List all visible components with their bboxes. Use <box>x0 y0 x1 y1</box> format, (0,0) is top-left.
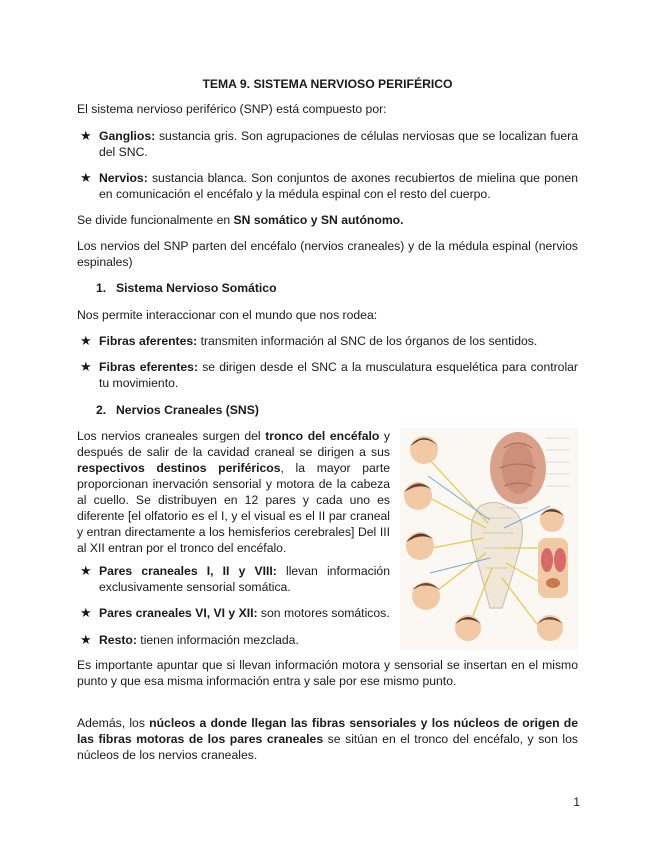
star-bullet-icon: ★ <box>80 170 92 185</box>
cranial-paragraph <box>77 428 390 556</box>
important-paragraph: Es importante apuntar que si llevan información motora y sensorial se insertan en el mismo punto y que esa misma información entra y sale por ese mismo punto. <box>77 658 578 688</box>
star-bullet-icon: ★ <box>80 605 92 620</box>
nuclei-paragraph <box>77 715 578 763</box>
bullet-text: sustancia gris. Son agrupaciones de células nerviosas que se localizan fuera del SNC. <box>99 129 578 159</box>
cranial-bold-1: tronco del encéfalo <box>265 429 380 443</box>
bullet-text: se dirigen desde el SNC a la musculatura esquelética para controlar tu movimiento. <box>99 360 578 390</box>
section-number: 2. <box>96 403 107 417</box>
nuclei-text-1: Además, los <box>77 716 150 730</box>
bullet-text: llevan información exclusivamente sensorial somática. <box>99 564 390 594</box>
bullet-term: Fibras eferentes: <box>99 360 199 374</box>
section1-intro: Nos permite interaccionar con el mundo que nos rodea: <box>77 308 378 322</box>
bullet-ganglios <box>80 128 578 160</box>
bullet-fibras-aferentes <box>80 333 578 349</box>
section-number: 1. <box>96 281 107 295</box>
intro-paragraph: El sistema nervioso periférico (SNP) está compuesto por: <box>77 102 387 116</box>
bullet-text: sustancia blanca. Son conjuntos de axones recubiertos de mielina que ponen en comunicación el encéfalo y la médula espinal con el resto del cuerpo. <box>99 171 578 201</box>
bullet-text: tienen información mezclada. <box>136 633 299 647</box>
cranial-nerves-illustration <box>400 428 578 650</box>
star-bullet-icon: ★ <box>80 359 92 374</box>
bullet-term: Pares craneales I, II y VIII: <box>99 564 277 578</box>
divide-bold: SN somático y SN autónomo. <box>233 213 404 227</box>
star-bullet-icon: ★ <box>80 128 92 143</box>
divide-text: Se divide funcionalmente en <box>77 213 234 227</box>
bullet-resto <box>80 632 390 648</box>
bullet-fibras-eferentes <box>80 359 578 391</box>
cranial-text-3: , la mayor parte proporcionan inervación sensorial y motora de la cabeza al cuello. Se distribuyen en 12 pares y cada uno es diferente [el olfatorio es el I, y el visual es el II par craneal y entran directamente a los hemisferios cerebrales] Del III al XII entran por el tronco del encéfalo. <box>77 461 390 555</box>
star-bullet-icon: ★ <box>80 632 92 647</box>
nuclei-bold: núcleos a donde llegan las fibras sensoriales y los núcleos de origen de las fibras motoras de los pares craneales <box>77 716 579 746</box>
nerves-paragraph: Los nervios del SNP parten del encéfalo (nervios craneales) y de la médula espinal (nervios espinales) <box>77 239 578 269</box>
bullet-pares-motores <box>80 605 390 621</box>
bullet-term: Ganglios: <box>99 129 156 143</box>
bullet-term: Resto: <box>99 633 137 647</box>
star-bullet-icon: ★ <box>80 563 92 578</box>
page-title: TEMA 9. SISTEMA NERVIOSO PERIFÉRICO <box>202 77 453 91</box>
section-heading-1 <box>96 280 277 296</box>
bullet-text: son motores somáticos. <box>257 606 390 620</box>
section-title: Sistema Nervioso Somático <box>116 281 277 295</box>
cranial-text-1: Los nervios craneales surgen del <box>77 429 266 443</box>
cranial-nerves-diagram <box>400 428 578 650</box>
bullet-pares-sensoriales <box>80 563 390 595</box>
section-title: Nervios Craneales (SNS) <box>116 403 259 417</box>
bullet-text: transmiten información al SNC de los órganos de los sentidos. <box>197 334 538 348</box>
page-number: 1 <box>573 795 580 809</box>
bullet-term: Fibras aferentes: <box>99 334 198 348</box>
cranial-text-2: y después de salir de la cavidad craneal se dirigen a sus <box>77 429 390 459</box>
bullet-nervios <box>80 170 578 202</box>
bullet-term: Pares craneales VI, VI y XII: <box>99 606 258 620</box>
bullet-term: Nervios: <box>99 171 148 185</box>
cranial-bold-2: respectivos destinos periféricos <box>77 461 281 475</box>
star-bullet-icon: ★ <box>80 333 92 348</box>
divide-paragraph <box>77 212 578 228</box>
nuclei-text-2: se sitúan en el tronco del encéfalo, y son los núcleos de los nervios craneales. <box>77 732 578 762</box>
section-heading-2 <box>96 402 259 418</box>
